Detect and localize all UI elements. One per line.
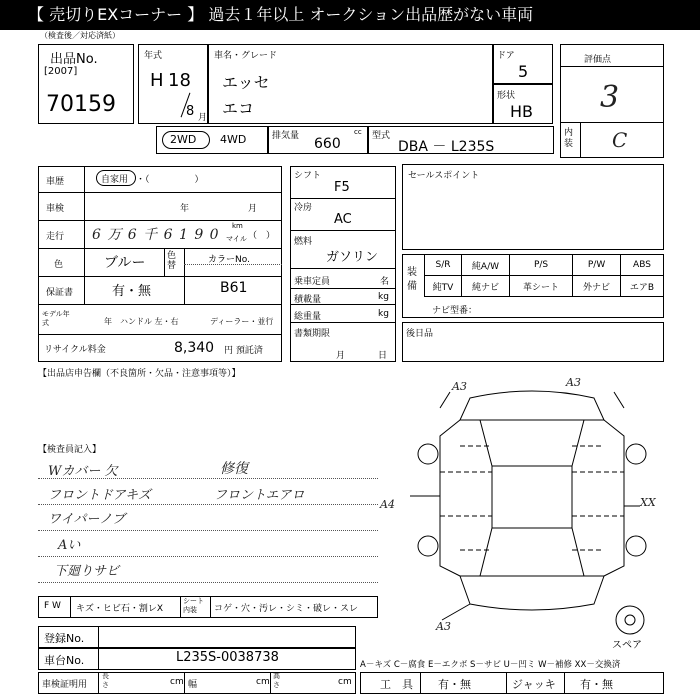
model-name: エッセ (222, 73, 270, 92)
jack-value: 有・無 (580, 678, 613, 691)
equip-leather: 革シート (509, 276, 572, 297)
mileage-unit-km: km (232, 222, 243, 230)
interior-label: 内装 (564, 128, 574, 149)
inspector-note-2: フロントドアキズ (48, 488, 151, 503)
equip-pw: P/W (573, 255, 621, 276)
inspector-note-right-2: フロントエアロ (214, 488, 305, 503)
type-label: 型式 (372, 131, 391, 141)
cert-long: 長さ (102, 672, 109, 689)
equip-ps: P/S (509, 255, 572, 276)
cert-h-unit: cm (338, 677, 352, 687)
model-label: 車名・グレード (214, 51, 278, 61)
year-month-unit: 月 (198, 113, 208, 123)
engine-value: 660 (314, 136, 341, 152)
engine-unit: cc (354, 128, 362, 136)
diagram-mark-5: A3 (436, 620, 451, 633)
diagram-mark-2: A3 (566, 376, 581, 389)
inspection-y: 年 (180, 204, 190, 214)
color-label: 色 (54, 260, 64, 270)
cert-w: 幅 (188, 680, 198, 690)
color-code: B61 (220, 280, 248, 296)
weight-label: 総重量 (294, 312, 322, 322)
lot-label: 出品No. (50, 52, 98, 67)
inspector-note-5: 下廻りサビ (54, 564, 120, 579)
lot-number: 70159 (46, 92, 116, 117)
seller-notes-label: 【出品店申告欄（不良箇所・欠品・注意事項等）】 (38, 369, 241, 379)
chassis-label: 車台No. (44, 654, 85, 667)
model-year-label: モデル年式 (42, 310, 70, 327)
aircon-label: 冷房 (294, 203, 313, 213)
cert-h: 高さ (273, 672, 280, 689)
inspector-note-1: Wカバー 欠 (48, 464, 118, 479)
inspection-label: 車検 (46, 204, 65, 214)
recycle-unit: 円 預託済 (224, 346, 263, 356)
model-year-handle: ハンドル 左・右 (120, 317, 179, 326)
retrofit-label: 後日品 (406, 329, 434, 339)
mileage-value: 6 万 6 千 6 1 9 0 (92, 227, 220, 243)
history-private: 自家用 (101, 175, 129, 185)
model-grade: エコ (222, 99, 255, 118)
type-value: DBA － L235S (398, 139, 495, 155)
engine-label: 排気量 (272, 131, 300, 141)
drive-4wd: 4WD (220, 133, 247, 146)
reg-row (38, 626, 356, 648)
mileage-label: 走行 (46, 232, 65, 242)
lot-year: [2007] (44, 66, 78, 77)
capacity-label: 乗車定員 (294, 277, 331, 287)
fw-label: F W (44, 601, 61, 611)
equip-label: 装備 (407, 267, 417, 292)
drive-2wd: 2WD (170, 133, 197, 146)
inspector-note-3: ワイパーノブ (48, 512, 126, 527)
recycle-value: 8,340 (174, 340, 215, 356)
year-label: 年式 (144, 51, 163, 61)
doors-label: ドア (497, 51, 515, 61)
fuel-label: 燃料 (294, 237, 313, 247)
seat-text: コゲ・穴・汚レ・シミ・破レ・スレ (214, 604, 359, 614)
color-code-label: カラーNo. (208, 255, 250, 265)
fuel-value: ガソリン (326, 250, 379, 265)
car-diagram (400, 376, 664, 636)
equip-abs: ABS (620, 255, 663, 276)
inspector-label: 【検査員記入】 (38, 445, 102, 455)
shape-value: HB (510, 102, 534, 121)
jack-label: ジャッキ (512, 678, 556, 691)
load-label: 積載量 (294, 295, 322, 305)
diagram-mark-3: A4 (380, 498, 395, 511)
shift-label: シフト (294, 171, 322, 181)
subbanner: （検査後／対応済紙） (40, 31, 120, 40)
equip-navi-model: ナビ型番： (432, 306, 478, 316)
warranty-label: 保証書 (46, 288, 74, 298)
shift-value: F5 (334, 180, 350, 195)
docs-d: 日 (378, 351, 388, 361)
sales-label: セールスポイント (408, 171, 480, 181)
year-month: 8 (186, 104, 195, 119)
recycle-label: リサイクル料金 (44, 345, 106, 355)
diagram-mark-4: XX (640, 496, 656, 509)
equip-navi: 純ナビ (461, 276, 509, 297)
banner: 【 売切りEXコーナー 】 過去１年以上 オークション出品歴がない車両 (0, 0, 700, 30)
tools-label: 工 具 (380, 678, 413, 691)
equip-aw: 純A/W (461, 255, 509, 276)
doors-value: 5 (518, 62, 529, 81)
color-value: ブルー (104, 255, 146, 271)
history-rest: ・（ ） (136, 175, 204, 185)
mileage-unit-mile: マイル (226, 235, 247, 243)
model-year-y: 年 (104, 317, 112, 326)
seat-label: シート内装 (183, 597, 204, 614)
docs-m: 月 (336, 351, 346, 361)
equip-sr: S/R (425, 255, 462, 276)
cert-w-unit: cm (256, 677, 270, 687)
history-label: 車歴 (46, 177, 65, 187)
weight-unit: kg (378, 309, 389, 319)
load-unit: kg (378, 292, 389, 302)
capacity-unit: 名 (380, 277, 390, 287)
shape-label: 形状 (497, 91, 516, 101)
tools-value: 有・無 (438, 678, 471, 691)
cert-label: 車検証明用 (42, 680, 88, 690)
interior-value: C (612, 128, 628, 152)
inspector-note-4: Aい (58, 538, 81, 553)
aircon-value: AC (334, 212, 352, 227)
chassis-value: L235S-0038738 (176, 650, 279, 665)
inspection-m: 月 (248, 204, 258, 214)
docs-label: 書類期限 (294, 329, 331, 339)
color-change-label: 色替 (167, 251, 177, 271)
warranty-value: 有・無 (112, 284, 152, 299)
mileage-paren: （ ） (248, 231, 276, 241)
retrofit-box (402, 322, 664, 362)
reg-label: 登録No. (44, 632, 85, 645)
year-value: 18 (168, 70, 191, 91)
cert-long-unit: cm (170, 677, 184, 687)
damage-legend: A－キズ C－腐食 E－エクボ S－サビ U－凹ミ W－補修 XX－交換済 (360, 660, 621, 670)
year-era: H (150, 70, 164, 91)
model-year-dealer: ディーラー・並行 (210, 317, 274, 326)
inspector-note-right-1: 修復 (220, 461, 248, 477)
spare-label: スペア (612, 640, 642, 651)
score-label: 評価点 (584, 55, 612, 65)
equip-ext-navi: 外ナビ (573, 276, 621, 297)
fw-text: キズ・ヒビ石・割レX (76, 604, 163, 614)
equip-tv: 純TV (425, 276, 462, 297)
score-value: 3 (600, 80, 620, 115)
equip-airbag: エアB (620, 276, 663, 297)
equip-grid (424, 254, 664, 297)
diagram-mark-1: A3 (452, 380, 467, 393)
